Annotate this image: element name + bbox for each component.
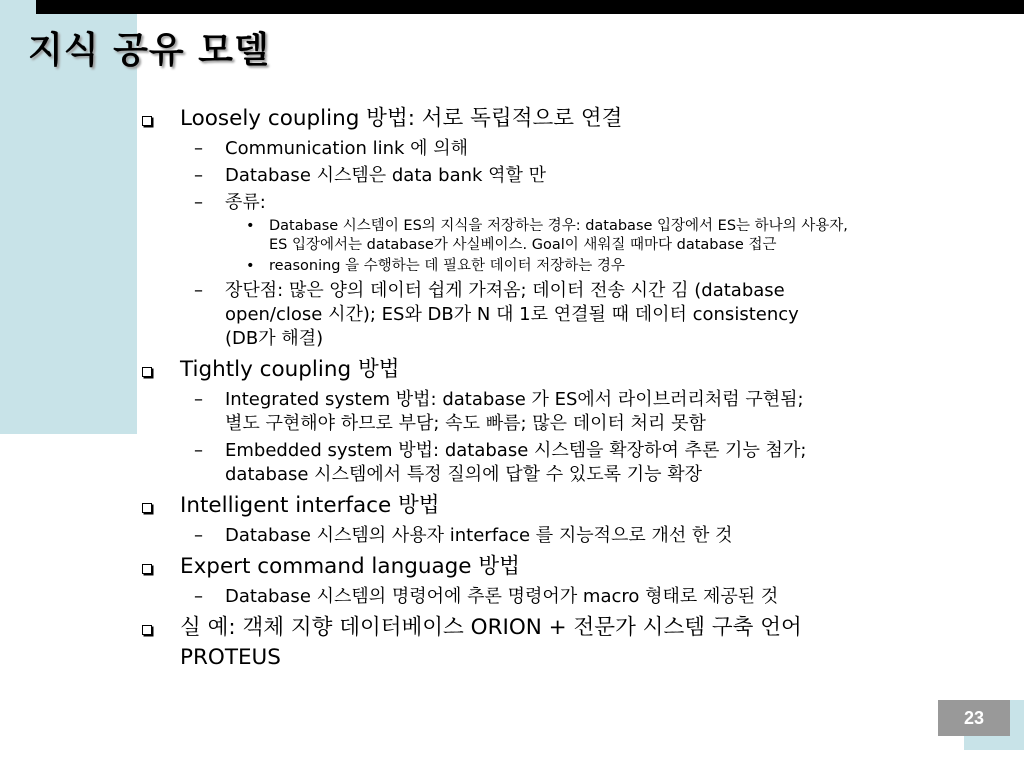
sub-item-line: Database 시스템은 data bank 역할 만 xyxy=(225,165,547,186)
sub-item xyxy=(140,191,985,215)
sub-item-line: database 시스템에서 특정 질의에 답할 수 있도록 기능 확장 xyxy=(225,464,702,485)
sub-item-line: Integrated system 방법: database 가 ES에서 라이브러리처럼 구현됨; xyxy=(225,389,804,410)
list-item-tightly-coupling xyxy=(140,355,985,385)
dash-bullet-icon: – xyxy=(194,586,203,607)
list-item-intelligent-interface xyxy=(140,491,985,521)
list-item-text: Intelligent interface 방법 xyxy=(180,493,440,518)
dot-bullet-icon: • xyxy=(246,258,255,274)
dash-bullet-icon: – xyxy=(194,165,203,186)
dash-bullet-icon: – xyxy=(194,389,203,410)
dash-bullet-icon: – xyxy=(194,280,203,301)
sub-sub-item-line: ES 입장에서는 database가 사실베이스. Goal이 새워질 때마다 database 접근 xyxy=(269,237,777,253)
sub-item xyxy=(140,279,985,351)
page-number: 23 xyxy=(938,700,1010,736)
top-bar xyxy=(36,0,1024,14)
sub-item-line: open/close 시간); ES와 DB가 N 대 1로 연결될 때 데이터 consistency xyxy=(225,304,799,325)
sub-item xyxy=(140,439,985,487)
sub-item xyxy=(140,388,985,436)
list-item-loosely-coupling xyxy=(140,104,985,134)
sub-item-line: (DB가 해결) xyxy=(225,328,324,349)
slide-content xyxy=(140,104,985,673)
square-bullet-icon xyxy=(142,503,152,513)
sub-item xyxy=(140,137,985,161)
sub-sub-item xyxy=(140,257,985,276)
dash-bullet-icon: – xyxy=(194,440,203,461)
list-item-text: Tightly coupling 방법 xyxy=(180,357,400,382)
sub-item-line: 별도 구현해야 하므로 부담; 속도 빠름; 많은 데이터 처리 못함 xyxy=(225,413,706,434)
square-bullet-icon xyxy=(142,564,152,574)
sub-item xyxy=(140,164,985,188)
sub-item-line: Communication link 에 의해 xyxy=(225,138,469,159)
dash-bullet-icon: – xyxy=(194,192,203,213)
sub-item xyxy=(140,524,985,548)
sub-item xyxy=(140,585,985,609)
list-item-text: Loosely coupling 방법: 서로 독립적으로 연결 xyxy=(180,106,623,131)
square-bullet-icon xyxy=(142,116,152,126)
page-accent-strip xyxy=(964,736,1024,750)
list-item-text: Expert command language 방법 xyxy=(180,554,520,579)
sub-item-line: Database 시스템의 명령어에 추론 명령어가 macro 형태로 제공된 것 xyxy=(225,586,779,607)
square-bullet-icon xyxy=(142,625,152,635)
list-item-expert-command-language xyxy=(140,552,985,582)
sub-sub-item-line: reasoning 을 수행하는 데 필요한 데이터 저장하는 경우 xyxy=(269,258,625,274)
sub-item-line: 장단점: 많은 양의 데이터 쉽게 가져옴; 데이터 전송 시간 김 (database xyxy=(225,280,785,301)
sub-sub-item xyxy=(140,217,985,255)
list-item-line: PROTEUS xyxy=(180,645,281,670)
dot-bullet-icon: • xyxy=(246,218,255,234)
sub-item-line: Database 시스템의 사용자 interface 를 지능적으로 개선 한 것 xyxy=(225,525,733,546)
sub-item-line: 종류: xyxy=(225,192,266,213)
list-item-line: 실 예: 객체 지향 데이터베이스 ORION + 전문가 시스템 구축 언어 xyxy=(180,615,802,640)
list-item-example xyxy=(140,613,985,673)
slide-title: 지식 공유 모델 xyxy=(28,30,270,71)
sub-sub-item-line: Database 시스템이 ES의 지식을 저장하는 경우: database 입장에서 ES는 하나의 사용자, xyxy=(269,218,848,234)
dash-bullet-icon: – xyxy=(194,525,203,546)
dash-bullet-icon: – xyxy=(194,138,203,159)
square-bullet-icon xyxy=(142,367,152,377)
sub-item-line: Embedded system 방법: database 시스템을 확장하여 추론 기능 첨가; xyxy=(225,440,807,461)
